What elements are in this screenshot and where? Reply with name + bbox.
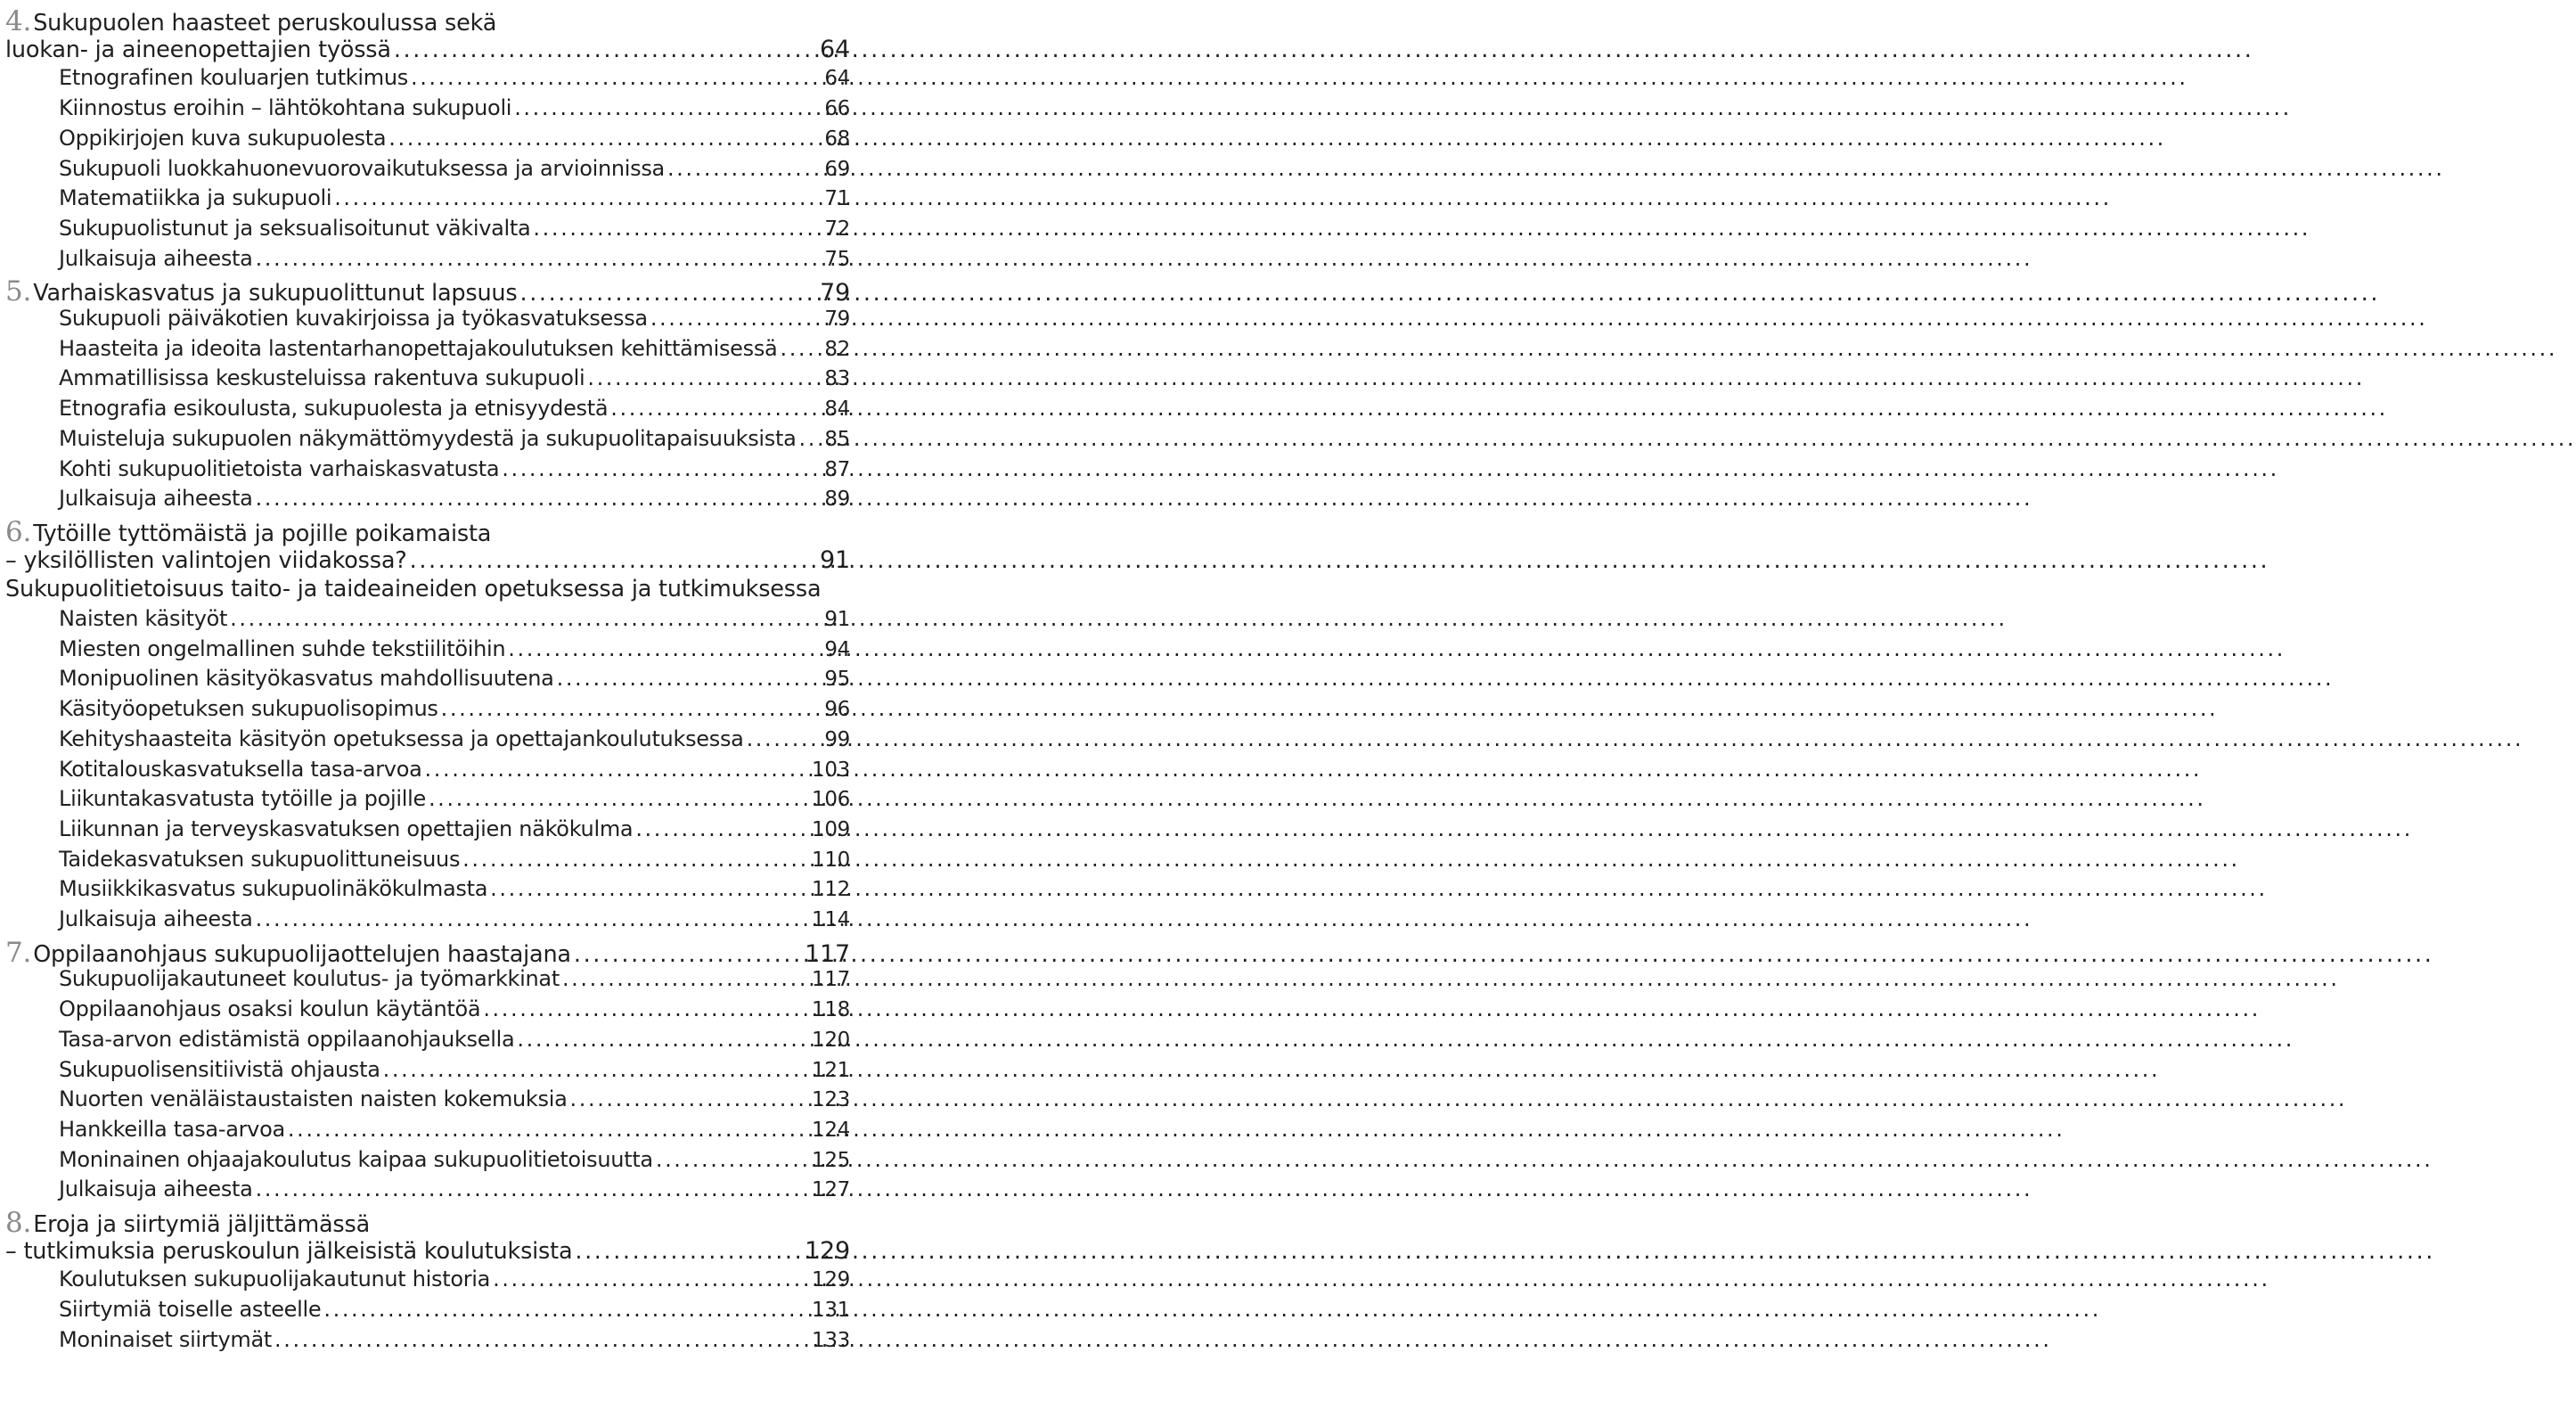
toc-entry xyxy=(59,456,850,487)
toc-entry xyxy=(59,1327,850,1357)
toc-entry xyxy=(59,336,850,366)
toc-chapter-entry xyxy=(5,576,850,606)
entry-title: Moninainen ohjaajakoulutus kaipaa sukupuolitietoisuutta xyxy=(59,1146,653,1172)
toc-chapter-entry xyxy=(5,1207,850,1237)
dot-leader xyxy=(256,906,809,931)
dot-leader xyxy=(274,1327,809,1352)
dot-leader xyxy=(650,306,822,331)
toc-entry xyxy=(59,1147,850,1177)
page-number: 131 xyxy=(812,1299,850,1323)
page-number: 94 xyxy=(824,637,850,661)
page-number: 91 xyxy=(820,545,850,574)
entry-title: Julkaisuja aiheesta xyxy=(59,486,253,512)
toc-entry xyxy=(59,1297,850,1327)
entry-title: Varhaiskasvatus ja sukupuolittunut lapsuus xyxy=(33,280,518,307)
entry-title: luokan- ja aineenopettajien työssä xyxy=(5,36,391,63)
toc-entry xyxy=(59,1177,850,1207)
toc-entry xyxy=(59,876,850,906)
dot-leader xyxy=(780,336,822,361)
dot-leader xyxy=(519,280,817,307)
page-number: 99 xyxy=(824,727,850,751)
entry-title: Liikunnan ja terveyskasvatuksen opettajien näkökulma xyxy=(59,816,634,841)
chapter-number: 6. xyxy=(5,515,32,548)
toc-entry xyxy=(59,606,850,636)
toc-entry xyxy=(59,126,850,156)
page-number: 114 xyxy=(812,908,850,931)
entry-title: Sukupuolisensitiivistä ohjausta xyxy=(59,1056,380,1082)
toc-chapter-entry xyxy=(5,516,850,546)
page-number: 127 xyxy=(812,1178,850,1202)
entry-title: Käsityöopetuksen sukupuolisopimus xyxy=(59,696,438,722)
toc-chapter-entry xyxy=(5,36,850,66)
dot-leader xyxy=(411,65,822,90)
toc-entry xyxy=(59,906,850,937)
page-number: 85 xyxy=(824,427,850,451)
toc-entry xyxy=(59,996,850,1027)
entry-title: Sukupuolijakautuneet koulutus- ja työmarkkinat xyxy=(59,966,560,992)
page-number: 125 xyxy=(812,1148,850,1172)
entry-title: Etnografinen kouluarjen tutkimus xyxy=(59,65,408,91)
page-number: 79 xyxy=(824,307,850,331)
page-number: 89 xyxy=(824,488,850,512)
dot-leader xyxy=(441,696,822,721)
page-number: 110 xyxy=(812,848,850,872)
page-number: 72 xyxy=(824,217,850,241)
dot-leader xyxy=(394,37,817,63)
page-number: 64 xyxy=(820,35,850,63)
entry-title: Moninaiset siirtymät xyxy=(59,1326,272,1352)
entry-title: Haasteita ja ideoita lastentarhanopettajakoulutuksen kehittämisessä xyxy=(59,335,778,361)
page-number: 117 xyxy=(812,968,850,992)
toc-entry xyxy=(59,486,850,516)
dot-leader xyxy=(562,966,809,991)
dot-leader xyxy=(517,1027,809,1052)
dot-leader xyxy=(570,1086,809,1111)
page-number: 66 xyxy=(824,97,850,121)
entry-title: Liikuntakasvatusta tytöille ja pojille xyxy=(59,786,426,812)
page-number: 109 xyxy=(812,817,850,841)
page-number: 83 xyxy=(824,367,850,391)
toc-entry xyxy=(59,156,850,186)
toc-entry xyxy=(59,1057,850,1087)
entry-title: Sukupuoli luokkahuonevuorovaikutuksessa ja arvioinnissa xyxy=(59,155,665,181)
entry-title: Eroja ja siirtymiä jäljittämässä xyxy=(33,1211,370,1238)
toc-entry xyxy=(59,666,850,696)
toc-entry xyxy=(59,1117,850,1147)
toc-entry xyxy=(59,185,850,216)
entry-title: Kohti sukupuolitietoista varhaiskasvatusta xyxy=(59,455,500,481)
dot-leader xyxy=(462,847,809,872)
entry-title: Muisteluja sukupuolen näkymättömyydestä ja sukupuolitapaisuuksista xyxy=(59,425,797,451)
dot-leader xyxy=(256,486,822,511)
toc-entry xyxy=(59,757,850,787)
dot-leader xyxy=(747,726,822,751)
page-number: 117 xyxy=(805,939,850,968)
entry-title: Musiikkikasvatus sukupuolinäkökulmasta xyxy=(59,876,488,902)
entry-title: Monipuolinen käsityökasvatus mahdollisuutena xyxy=(59,666,554,692)
entry-title: Tasa-arvon edistämistä oppilaanohjauksella xyxy=(59,1026,515,1052)
toc-entry xyxy=(59,726,850,757)
chapter-number: 4. xyxy=(5,5,32,37)
page-number: 120 xyxy=(812,1028,850,1052)
entry-title: Siirtymiä toiselle asteelle xyxy=(59,1297,322,1323)
entry-title: Julkaisuja aiheesta xyxy=(59,245,253,271)
entry-title: – yksilöllisten valintojen viidakossa? xyxy=(5,546,407,574)
page-number: 84 xyxy=(824,398,850,422)
page-number: 96 xyxy=(824,698,850,722)
entry-title: Etnografia esikoulusta, sukupuolesta ja etnisyydestä xyxy=(59,396,609,422)
dot-leader xyxy=(574,941,802,968)
toc-entry xyxy=(59,365,850,396)
toc-entry xyxy=(59,65,850,95)
dot-leader xyxy=(502,456,822,481)
entry-title: – tutkimuksia peruskoulun jälkeisistä koulutuksista xyxy=(5,1237,573,1265)
page-number: 118 xyxy=(812,998,850,1022)
page-number: 95 xyxy=(824,668,850,692)
toc-entry xyxy=(59,426,850,456)
entry-title: Kiinnostus eroihin – lähtökohtana sukupuoli xyxy=(59,95,512,121)
entry-title: Hankkeilla tasa-arvoa xyxy=(59,1116,285,1142)
dot-leader xyxy=(575,1238,802,1265)
page-number: 133 xyxy=(812,1328,850,1352)
toc-chapter-entry xyxy=(5,5,850,36)
dot-leader xyxy=(490,876,809,901)
dot-leader xyxy=(323,1297,809,1322)
page-number: 123 xyxy=(812,1088,850,1112)
entry-title: Koulutuksen sukupuolijakautunut historia xyxy=(59,1267,491,1292)
page-number: 87 xyxy=(824,457,850,481)
toc-entry xyxy=(59,636,850,667)
dot-leader xyxy=(388,126,822,151)
chapter-number: 5. xyxy=(5,275,32,308)
toc-chapter-entry xyxy=(5,546,850,577)
page-number: 121 xyxy=(812,1058,850,1082)
toc-entry xyxy=(59,306,850,336)
dot-leader xyxy=(493,1267,809,1291)
dot-leader xyxy=(256,1177,809,1201)
page-number: 124 xyxy=(812,1118,850,1142)
entry-title: Julkaisuja aiheesta xyxy=(59,1177,253,1202)
toc-entry xyxy=(59,847,850,877)
dot-leader xyxy=(533,216,822,241)
entry-title: Sukupuolen haasteet peruskoulussa sekä xyxy=(33,10,497,37)
page-number: 112 xyxy=(812,878,850,902)
entry-title: Sukupuolistunut ja seksualisoitunut väkivalta xyxy=(59,215,531,241)
dot-leader xyxy=(288,1117,809,1142)
entry-title: Kehityshaasteita käsityön opetuksessa ja opettajankoulutuksessa xyxy=(59,726,744,751)
dot-leader xyxy=(483,996,809,1021)
page-number: 103 xyxy=(812,758,850,782)
entry-title: Kotitalouskasvatuksella tasa-arvoa xyxy=(59,756,422,782)
toc-chapter-entry xyxy=(5,1237,850,1267)
page-number: 106 xyxy=(812,788,850,812)
page-number: 68 xyxy=(824,127,850,151)
entry-title: Oppilaanohjaus osaksi koulun käytäntöä xyxy=(59,996,481,1022)
toc-entry xyxy=(59,246,850,276)
page-number: 64 xyxy=(824,67,850,91)
toc-entry xyxy=(59,696,850,726)
toc-entry xyxy=(59,1267,850,1297)
toc-entry xyxy=(59,816,850,847)
toc-chapter-entry xyxy=(5,937,850,967)
page-number: 82 xyxy=(824,337,850,361)
dot-leader xyxy=(410,547,817,574)
entry-title: Naisten käsityöt xyxy=(59,606,228,631)
dot-leader xyxy=(425,757,809,782)
dot-leader xyxy=(508,636,822,661)
page-number: 69 xyxy=(824,157,850,181)
table-of-contents xyxy=(0,0,855,1402)
toc-entry xyxy=(59,1086,850,1117)
toc-entry xyxy=(59,1027,850,1057)
page-number: 91 xyxy=(824,608,850,631)
toc-entry xyxy=(59,396,850,426)
page-number: 79 xyxy=(820,279,850,307)
toc-chapter-entry xyxy=(5,275,850,306)
entry-title: Matematiikka ja sukupuoli xyxy=(59,185,332,211)
page-number: 75 xyxy=(824,247,850,271)
dot-leader xyxy=(557,666,822,691)
dot-leader xyxy=(429,786,809,811)
entry-title: Nuorten venäläistaustaisten naisten kokemuksia xyxy=(59,1086,568,1112)
entry-title: Sukupuoli päiväkotien kuvakirjoissa ja työkasvatuksessa xyxy=(59,306,648,331)
dot-leader xyxy=(587,365,822,390)
toc-entry xyxy=(59,966,850,996)
entry-title: Miesten ongelmallinen suhde tekstiilitöihin xyxy=(59,635,506,661)
dot-leader xyxy=(256,246,822,271)
chapter-number: 7. xyxy=(5,936,32,969)
toc-entry xyxy=(59,95,850,126)
dot-leader xyxy=(799,426,822,451)
dot-leader xyxy=(514,95,822,120)
dot-leader xyxy=(383,1057,809,1082)
dot-leader xyxy=(635,816,809,841)
dot-leader xyxy=(667,156,822,181)
page-number: 71 xyxy=(824,187,850,211)
entry-title: Taidekasvatuksen sukupuolittuneisuus xyxy=(59,846,461,872)
entry-title: Sukupuolitietoisuus taito- ja taideaineiden opetuksessa ja tutkimuksessa xyxy=(5,576,822,603)
dot-leader xyxy=(610,396,822,421)
entry-title: Oppilaanohjaus sukupuolijaottelujen haastajana xyxy=(33,940,571,968)
toc-entry xyxy=(59,216,850,246)
entry-title: Julkaisuja aiheesta xyxy=(59,906,253,931)
entry-title: Oppikirjojen kuva sukupuolesta xyxy=(59,125,387,151)
dot-leader xyxy=(230,606,822,631)
toc-entry xyxy=(59,786,850,816)
page-number: 129 xyxy=(812,1268,850,1292)
entry-title: Tytöille tyttömäistä ja pojille poikamaista xyxy=(33,520,492,547)
page-number: 129 xyxy=(805,1236,850,1265)
dot-leader xyxy=(656,1147,809,1172)
chapter-number: 8. xyxy=(5,1207,32,1239)
dot-leader xyxy=(334,185,822,210)
entry-title: Ammatillisissa keskusteluissa rakentuva sukupuoli xyxy=(59,365,585,391)
